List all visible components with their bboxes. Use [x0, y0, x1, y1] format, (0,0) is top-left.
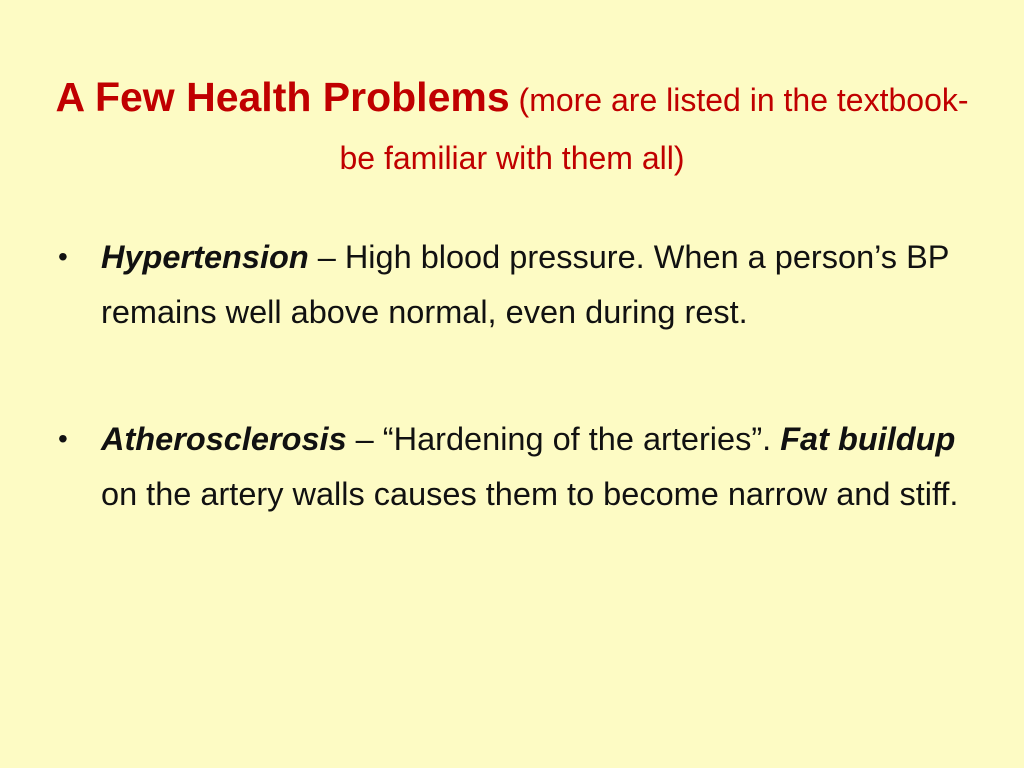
bullet-text: – “Hardening of the arteries”.	[346, 421, 781, 457]
title-subtitle: (more are listed in the textbook- be familiar with them all)	[339, 82, 969, 176]
slide-title	[40, 68, 984, 187]
bullet-text: – High blood pressure. When a person’s BP remains well above normal, even during rest.	[101, 239, 949, 330]
bullet-atherosclerosis	[58, 412, 978, 521]
bullet-list	[58, 230, 978, 521]
bullet-dot-icon: •	[58, 423, 68, 454]
bullet-dot-icon: •	[58, 241, 68, 272]
bullet-emphasis: Fat buildup	[780, 421, 956, 457]
bullet-term: Hypertension	[101, 239, 309, 275]
bullet-text-after: on the artery walls causes them to become narrow and stiff.	[101, 475, 959, 512]
bullet-term: Atherosclerosis	[101, 421, 347, 457]
title-main: A Few Health Problems	[55, 74, 510, 120]
bullet-hypertension	[58, 230, 978, 339]
